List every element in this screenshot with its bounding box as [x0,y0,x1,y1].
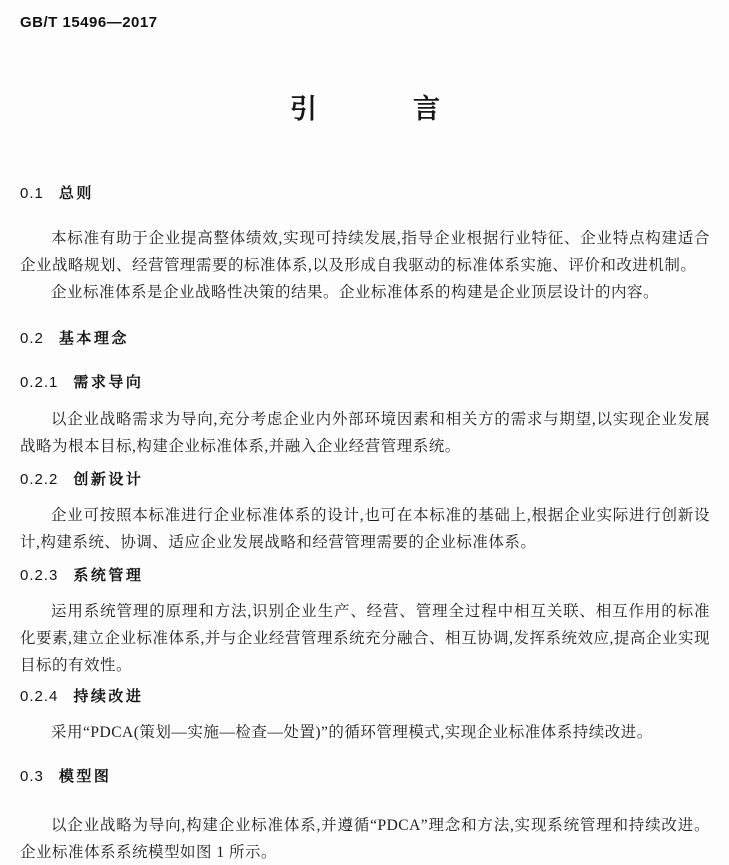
paragraph: 企业可按照本标准进行企业标准体系的设计,也可在本标准的基础上,根据企业实际进行创新设计,构建系统、协调、适应企业发展战略和经营管理需要的企业标准体系。 [20,507,710,551]
page-title [20,92,710,126]
section-title: 总则 [58,185,94,202]
section-title: 创新设计 [73,471,144,488]
section-title: 基本理念 [58,330,129,347]
paragraph: 企业标准体系是企业战略性决策的结果。企业标准体系的构建是企业顶层设计的内容。 [51,284,660,301]
section-number: 0.3 [20,768,44,785]
section-title: 模型图 [58,768,112,785]
section-number: 0.2.2 [20,471,59,488]
section-heading-0-2-1 [20,373,710,393]
section-number: 0.2.3 [20,567,59,584]
paragraph: 运用系统管理的原理和方法,识别企业生产、经营、管理全过程中相互关联、相互作用的标准化要素,建立企业标准体系,并与企业经营管理系统充分融合、相互协调,发挥系统效应,提高企业实现目标的有效性。 [20,603,710,674]
section-number: 0.2.4 [20,688,59,705]
page-title-char-1: 引 [290,94,317,124]
section-heading-0-2-2 [20,470,710,490]
standard-number: GB/T 15496—2017 [20,14,158,31]
section-heading-0-2-3 [20,566,710,586]
paragraph: 采用“PDCA(策划—实施—检查—处置)”的循环管理模式,实现企业标准体系持续改进。 [51,724,653,741]
paragraph: 以企业战略为导向,构建企业标准体系,并遵循“PDCA”理念和方法,实现系统管理和持续改进。企业标准体系系统模型如图 1 所示。 [20,817,710,861]
section-heading-0-3 [20,767,710,787]
section-heading-0-1 [20,184,710,204]
section-number: 0.2 [20,330,44,347]
section-title: 持续改进 [73,688,144,705]
section-heading-0-2 [20,329,710,349]
section-heading-0-2-4 [20,687,710,707]
section-number: 0.1 [20,185,44,202]
paragraph: 本标准有助于企业提高整体绩效,实现可持续发展,指导企业根据行业特征、企业特点构建适合企业战略规划、经营管理需要的标准体系,以及形成自我驱动的标准体系实施、评价和改进机制。 [20,230,710,274]
section-title: 系统管理 [73,567,144,584]
section-number: 0.2.1 [20,374,59,391]
section-title: 需求导向 [73,374,144,391]
page-title-char-2: 言 [413,94,440,124]
paragraph: 以企业战略需求为导向,充分考虑企业内外部环境因素和相关方的需求与期望,以实现企业发展战略为根本目标,构建企业标准体系,并融入企业经营管理系统。 [20,411,710,455]
